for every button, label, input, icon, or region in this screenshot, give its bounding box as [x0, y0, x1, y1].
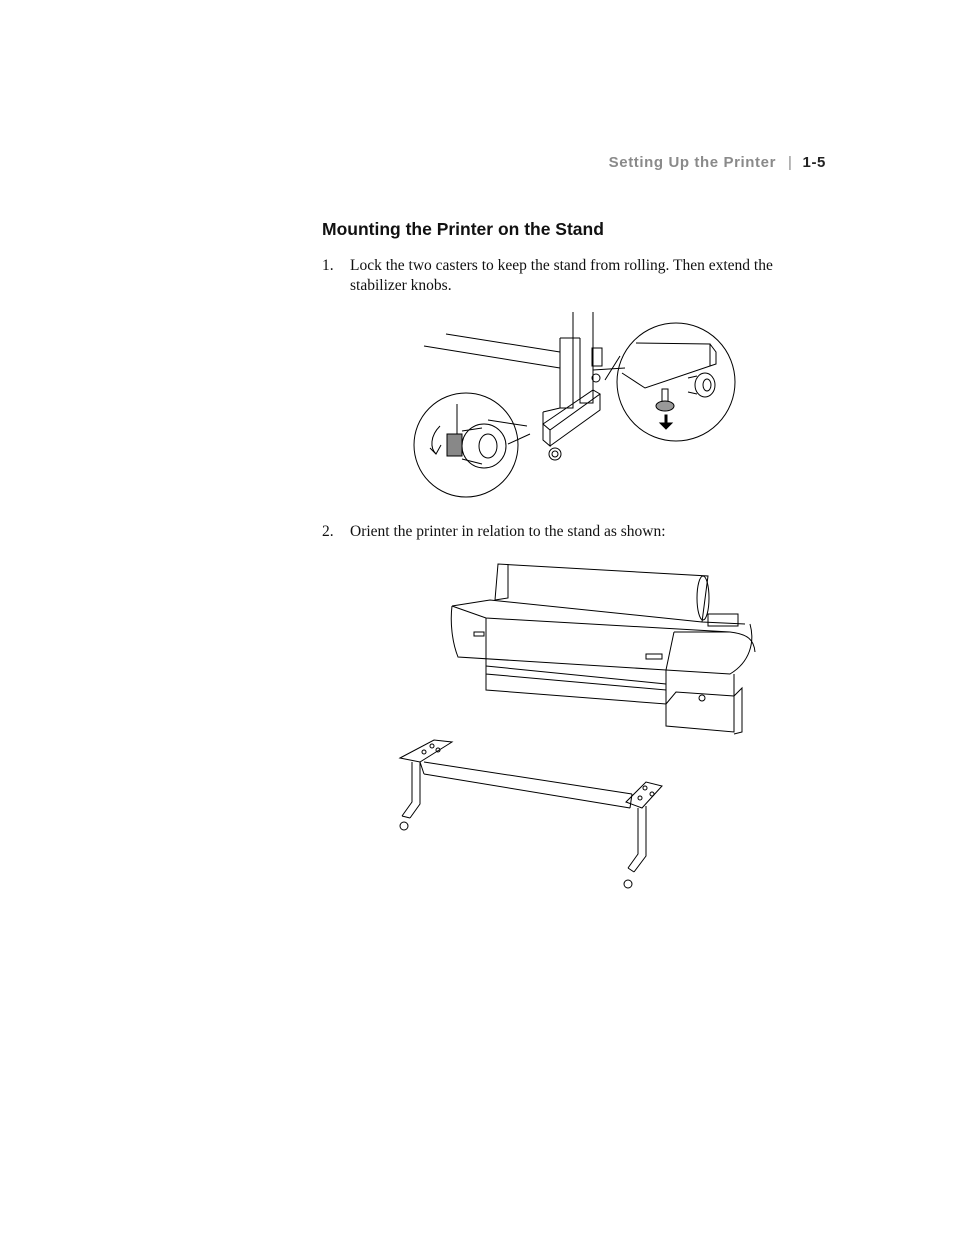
header-separator: | [788, 154, 793, 171]
section-title: Setting Up the Printer [608, 154, 777, 171]
page-number: 1-5 [802, 154, 826, 171]
step-2 [322, 522, 812, 542]
running-head [609, 154, 826, 171]
step-number: 1. [322, 257, 334, 274]
step-text: Orient the printer in relation to the stand as shown: [350, 523, 666, 540]
printer-and-stand-illustration [390, 562, 760, 894]
caster-lock-illustration [410, 308, 745, 500]
step-1 [322, 256, 812, 296]
step-text: Lock the two casters to keep the stand from rolling. Then extend the stabilizer knobs. [350, 257, 773, 294]
section-heading: Mounting the Printer on the Stand [322, 219, 604, 239]
step-number: 2. [322, 523, 334, 540]
